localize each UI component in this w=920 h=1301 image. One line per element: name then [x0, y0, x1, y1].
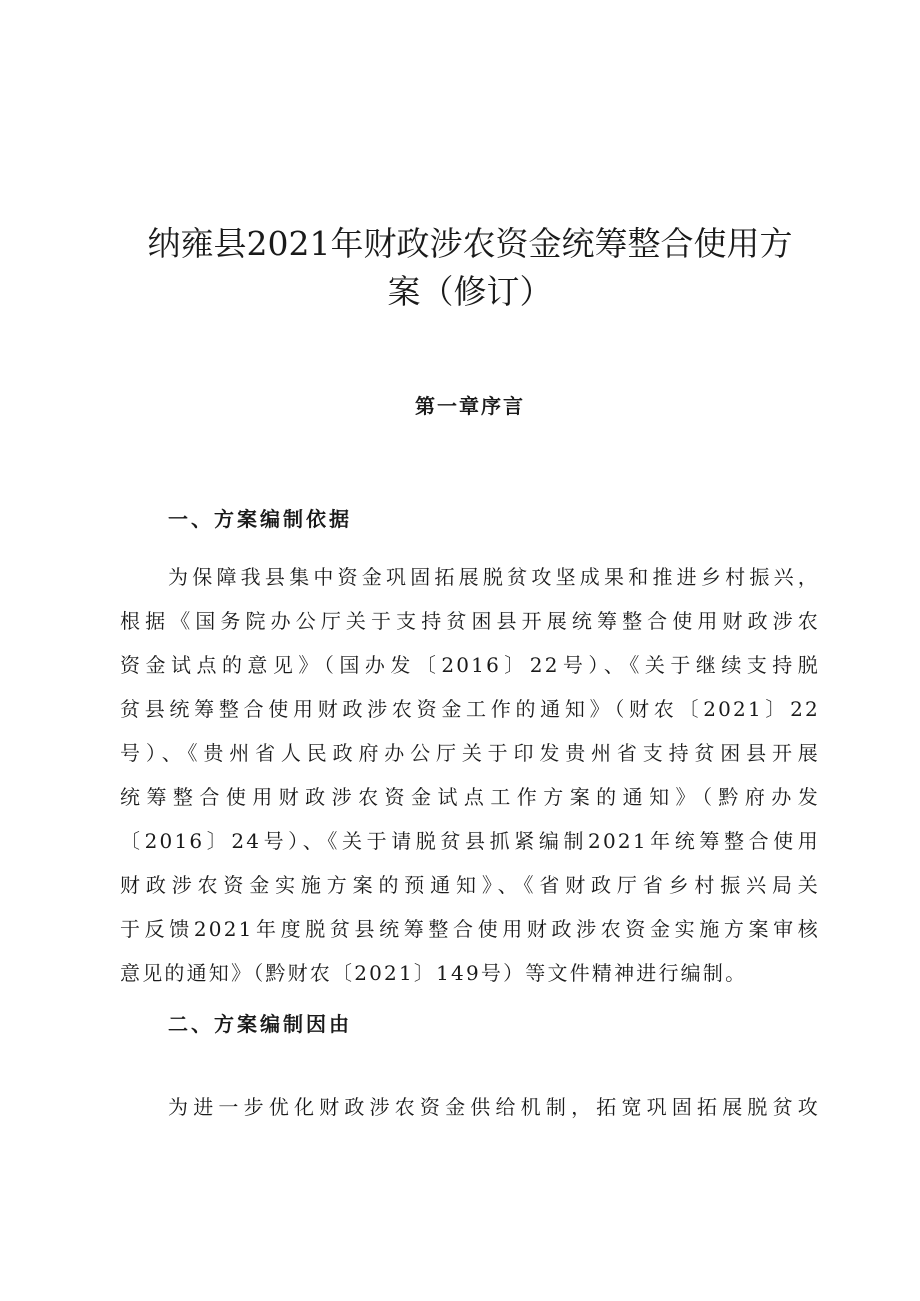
- paragraph-line: 统筹整合使用财政涉农资金试点工作方案的通知》（黔府办发: [120, 785, 820, 809]
- paragraph-line: 为进一步优化财政涉农资金供给机制，拓宽巩固拓展脱贫攻: [168, 1095, 820, 1119]
- paragraph-line: 于反馈2021年度脱贫县统筹整合使用财政涉农资金实施方案审核: [120, 917, 820, 941]
- paragraph-line: 〔2016〕24号）、《关于请脱贫县抓紧编制2021年统筹整合使用: [120, 829, 820, 853]
- paragraph-line: 贫县统筹整合使用财政涉农资金工作的通知》（财农〔2021〕22: [120, 697, 820, 721]
- section-heading-basis: 一、方案编制依据: [168, 507, 352, 531]
- paragraph-line: 根据《国务院办公厅关于支持贫困县开展统筹整合使用财政涉农: [120, 609, 820, 633]
- document-title-line-2: 案（修订）: [387, 272, 553, 311]
- chapter-heading: 第一章序言: [415, 394, 525, 418]
- paragraph-line: 资金试点的意见》（国办发〔2016〕22号）、《关于继续支持脱: [120, 653, 820, 677]
- paragraph-line: 意见的通知》（黔财农〔2021〕149号）等文件精神进行编制。: [120, 961, 748, 985]
- document-title-line-1: 纳雍县2021年财政涉农资金统筹整合使用方: [147, 224, 793, 263]
- section-paragraph-reason: [120, 1085, 820, 1129]
- paragraph-line: 为保障我县集中资金巩固拓展脱贫攻坚成果和推进乡村振兴，: [168, 565, 820, 589]
- paragraph-line: 财政涉农资金实施方案的预通知》、《省财政厅省乡村振兴局关: [120, 873, 820, 897]
- section-heading-reason: 二、方案编制因由: [168, 1012, 352, 1036]
- section-paragraph-basis: [120, 555, 820, 995]
- paragraph-line: 号）、《贵州省人民政府办公厅关于印发贵州省支持贫困县开展: [120, 741, 820, 765]
